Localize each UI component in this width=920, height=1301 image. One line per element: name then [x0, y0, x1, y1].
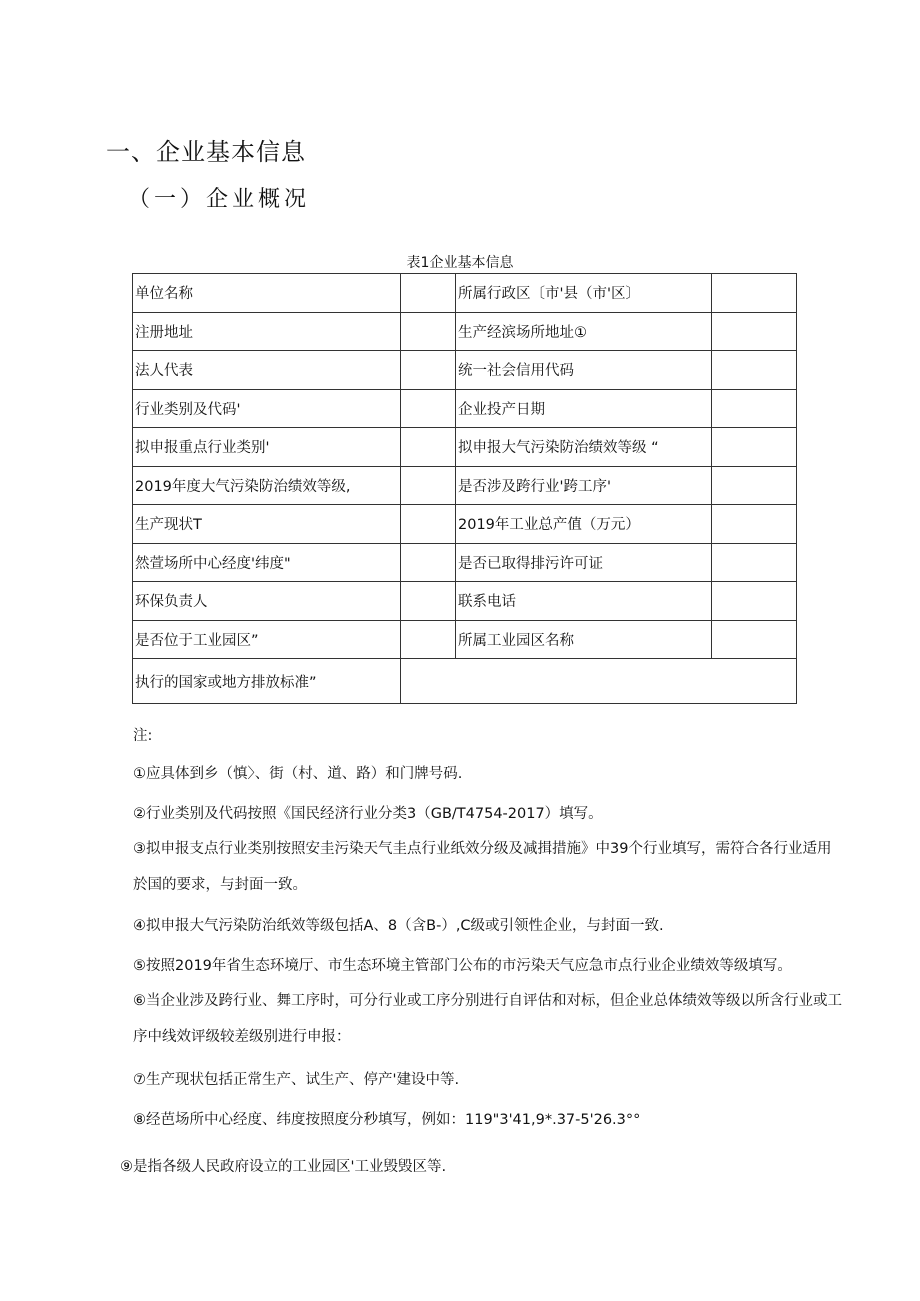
- table-row: [133, 274, 797, 313]
- field-value-cell[interactable]: [712, 312, 797, 351]
- table-row: [133, 351, 797, 390]
- field-label: 是否已取得排污许可证: [456, 543, 712, 582]
- note-item: ⑧经芭场所中心经度、纬度按照度分秒填写，例如：119"3'41,9*.37-5'26.3°°: [133, 1112, 641, 1128]
- field-value-cell[interactable]: [401, 659, 797, 704]
- field-value-cell[interactable]: [712, 389, 797, 428]
- field-value-cell[interactable]: [401, 312, 456, 351]
- section-heading: 一、企业基本信息: [106, 138, 306, 166]
- field-value-cell[interactable]: [712, 582, 797, 621]
- field-value-cell[interactable]: [712, 505, 797, 544]
- field-label: 注册地址: [133, 312, 401, 351]
- field-label: 单位名称: [133, 274, 401, 313]
- field-label: 执行的国家或地方排放标准”: [133, 659, 401, 704]
- table-row: [133, 543, 797, 582]
- table-row: [133, 312, 797, 351]
- enterprise-info-table: [132, 273, 797, 704]
- field-label: 是否涉及跨行业'跨工序': [456, 466, 712, 505]
- field-value-cell[interactable]: [712, 428, 797, 467]
- note-item: ①应具体到乡（慎〉、街（村、道、路）和门牌号码.: [133, 766, 463, 782]
- field-value-cell[interactable]: [712, 543, 797, 582]
- note-item: ③拟申报支点行业类别按照安圭污染天气圭点行业纸效分级及减揖措施》中39个行业填写，需符合各行业适用於国的要求，与封面一致。: [133, 841, 832, 893]
- field-label: 法人代表: [133, 351, 401, 390]
- table-row: [133, 582, 797, 621]
- field-value-cell[interactable]: [401, 274, 456, 313]
- table-row: [133, 620, 797, 659]
- field-label: 统一社会信用代码: [456, 351, 712, 390]
- note-item: ②行业类别及代码按照《国民经济行业分类3（GB/T4754-2017）填写。: [133, 806, 603, 822]
- note-item: ⑥当企业涉及跨行业、舞工序时，可分行业或工序分别进行自评估和对标，但企业总体绩效等级以所含行业或工序中线效评级较差级别进行申报：: [133, 993, 842, 1045]
- field-label: 生产现状T: [133, 505, 401, 544]
- table-row: [133, 428, 797, 467]
- field-label: 企业投产日期: [456, 389, 712, 428]
- field-label: 生产经滨场所地址①: [456, 312, 712, 351]
- field-label: 所属工业园区名称: [456, 620, 712, 659]
- field-value-cell[interactable]: [712, 274, 797, 313]
- field-value-cell[interactable]: [401, 620, 456, 659]
- field-value-cell[interactable]: [401, 466, 456, 505]
- field-value-cell[interactable]: [401, 543, 456, 582]
- table-row: [133, 466, 797, 505]
- field-label: 拟申报重点行业类别': [133, 428, 401, 467]
- field-value-cell[interactable]: [712, 466, 797, 505]
- note-item: ⑦生产现状包括正常生产、试生产、停产'建设中等.: [133, 1072, 460, 1088]
- field-label: 联系电话: [456, 582, 712, 621]
- field-value-cell[interactable]: [401, 351, 456, 390]
- notes-heading: 注:: [133, 728, 153, 744]
- note-item: ⑨是指各级人民政府设立的工业园区'工业毁毁区等.: [120, 1159, 447, 1175]
- note-item: ④拟申报大气污染防治纸效等级包括A、8（含B-）,C级或引领性企业，与封面一致.: [133, 918, 664, 934]
- field-label: 然萱场所中心经度'纬度": [133, 543, 401, 582]
- field-value-cell[interactable]: [712, 351, 797, 390]
- field-label: 所属行政区〔市'县（市'区〕: [456, 274, 712, 313]
- field-value-cell[interactable]: [401, 505, 456, 544]
- field-label: 是否位于工业园区”: [133, 620, 401, 659]
- field-label: 2019年度大气污染防治绩效等级,: [133, 466, 401, 505]
- field-label: 行业类别及代码': [133, 389, 401, 428]
- note-item: ⑤按照2019年省生态环境厅、市生态环境主管部门公布的市污染天气应急市点行业企业绩效等级填写。: [133, 958, 792, 974]
- field-value-cell[interactable]: [401, 428, 456, 467]
- table-row: [133, 389, 797, 428]
- table-row: [133, 659, 797, 704]
- field-label: 2019年工业总产值（万元）: [456, 505, 712, 544]
- field-value-cell[interactable]: [712, 620, 797, 659]
- table-row: [133, 505, 797, 544]
- field-value-cell[interactable]: [401, 582, 456, 621]
- subsection-heading: （一）企业概况: [128, 187, 311, 212]
- field-value-cell[interactable]: [401, 389, 456, 428]
- table-caption: 表1企业基本信息: [406, 255, 514, 271]
- field-label: 拟申报大气污染防治绩效等级 “: [456, 428, 712, 467]
- field-label: 环保负责人: [133, 582, 401, 621]
